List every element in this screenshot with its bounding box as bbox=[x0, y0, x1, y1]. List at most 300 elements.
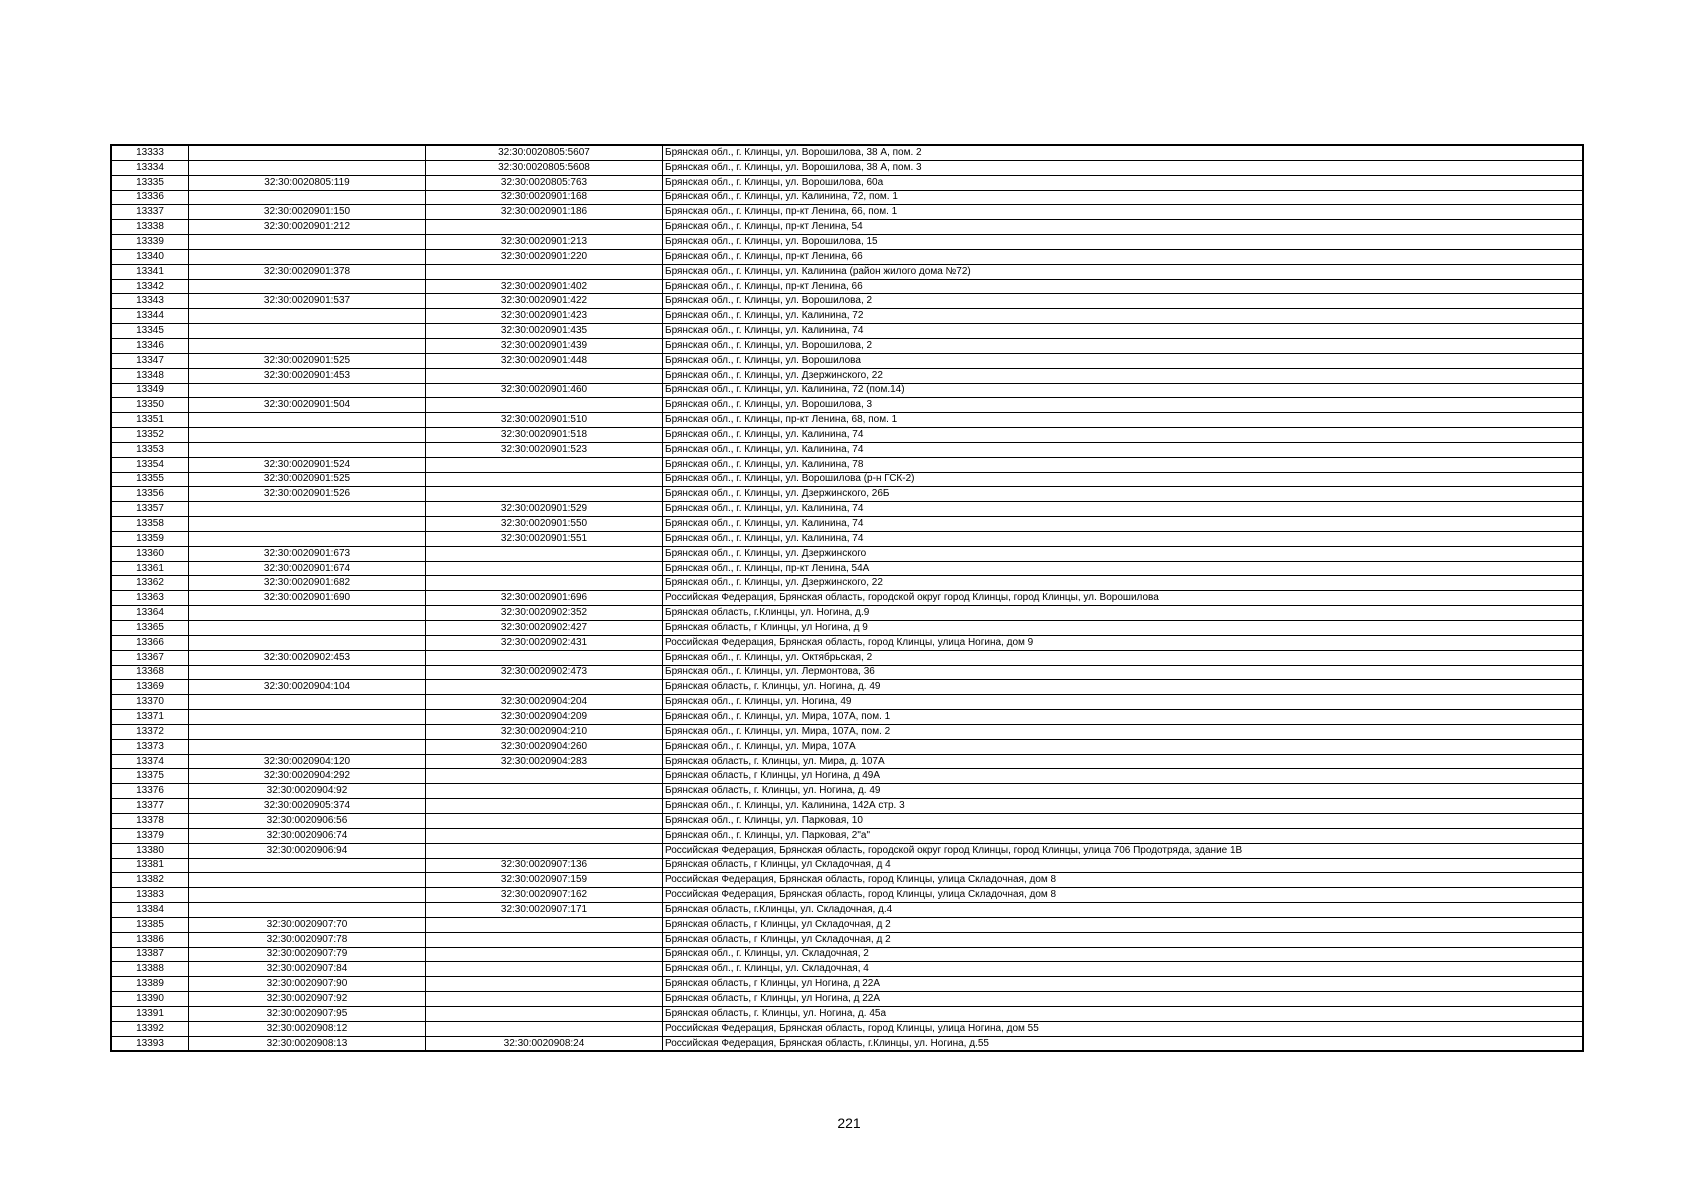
prior-cadastral-number-cell bbox=[189, 309, 426, 324]
cadastral-number-cell: 32:30:0020901:510 bbox=[426, 413, 663, 428]
row-number-cell: 13335 bbox=[111, 175, 189, 190]
prior-cadastral-number-cell: 32:30:0020901:524 bbox=[189, 457, 426, 472]
row-number-cell: 13356 bbox=[111, 487, 189, 502]
cadastral-number-cell: 32:30:0020901:529 bbox=[426, 502, 663, 517]
prior-cadastral-number-cell bbox=[189, 858, 426, 873]
address-cell: Брянская обл., г. Клинцы, ул. Дзержинского, 26Б bbox=[663, 487, 1584, 502]
cadastral-number-cell bbox=[426, 368, 663, 383]
address-cell: Брянская область, г Клинцы, ул Складочная, д 2 bbox=[663, 917, 1584, 932]
prior-cadastral-number-cell: 32:30:0020907:70 bbox=[189, 917, 426, 932]
address-cell: Брянская обл., г. Клинцы, ул. Калинина, 74 bbox=[663, 502, 1584, 517]
cadastral-number-cell: 32:30:0020805:5608 bbox=[426, 160, 663, 175]
table-row bbox=[111, 695, 1583, 710]
row-number-cell: 13359 bbox=[111, 531, 189, 546]
prior-cadastral-number-cell: 32:30:0020907:78 bbox=[189, 932, 426, 947]
row-number-cell: 13363 bbox=[111, 591, 189, 606]
row-number-cell: 13369 bbox=[111, 680, 189, 695]
prior-cadastral-number-cell: 32:30:0020908:13 bbox=[189, 1036, 426, 1051]
cadastral-number-cell: 32:30:0020901:213 bbox=[426, 235, 663, 250]
row-number-cell: 13351 bbox=[111, 413, 189, 428]
address-cell: Брянская область, г Клинцы, ул Складочная, д 2 bbox=[663, 932, 1584, 947]
prior-cadastral-number-cell bbox=[189, 517, 426, 532]
table-row bbox=[111, 145, 1583, 160]
row-number-cell: 13347 bbox=[111, 353, 189, 368]
prior-cadastral-number-cell bbox=[189, 338, 426, 353]
table-row bbox=[111, 1021, 1583, 1036]
prior-cadastral-number-cell bbox=[189, 531, 426, 546]
cadastral-number-cell: 32:30:0020901:448 bbox=[426, 353, 663, 368]
address-cell: Брянская обл., г. Клинцы, ул. Октябрьская, 2 bbox=[663, 650, 1584, 665]
prior-cadastral-number-cell: 32:30:0020907:95 bbox=[189, 1006, 426, 1021]
prior-cadastral-number-cell bbox=[189, 235, 426, 250]
row-number-cell: 13353 bbox=[111, 442, 189, 457]
address-cell: Российская Федерация, Брянская область, город Клинцы, улица Складочная, дом 8 bbox=[663, 873, 1584, 888]
table-row bbox=[111, 710, 1583, 725]
address-cell: Брянская обл., г. Клинцы, пр-кт Ленина, 68, пом. 1 bbox=[663, 413, 1584, 428]
row-number-cell: 13346 bbox=[111, 338, 189, 353]
cadastral-number-cell: 32:30:0020902:427 bbox=[426, 621, 663, 636]
prior-cadastral-number-cell: 32:30:0020901:504 bbox=[189, 398, 426, 413]
cadastral-number-cell bbox=[426, 1006, 663, 1021]
table-row bbox=[111, 249, 1583, 264]
prior-cadastral-number-cell: 32:30:0020906:56 bbox=[189, 813, 426, 828]
table-row bbox=[111, 784, 1583, 799]
prior-cadastral-number-cell: 32:30:0020901:212 bbox=[189, 220, 426, 235]
row-number-cell: 13392 bbox=[111, 1021, 189, 1036]
table-row bbox=[111, 680, 1583, 695]
cadastral-number-cell bbox=[426, 977, 663, 992]
table-row bbox=[111, 977, 1583, 992]
prior-cadastral-number-cell: 32:30:0020904:292 bbox=[189, 769, 426, 784]
address-cell: Брянская обл., г. Клинцы, пр-кт Ленина, 66 bbox=[663, 279, 1584, 294]
row-number-cell: 13362 bbox=[111, 576, 189, 591]
prior-cadastral-number-cell: 32:30:0020908:12 bbox=[189, 1021, 426, 1036]
table-row bbox=[111, 175, 1583, 190]
row-number-cell: 13338 bbox=[111, 220, 189, 235]
address-cell: Брянская обл., г. Клинцы, ул. Ворошилова, 15 bbox=[663, 235, 1584, 250]
address-cell: Брянская обл., г. Клинцы, ул. Калинина, 72 bbox=[663, 309, 1584, 324]
prior-cadastral-number-cell bbox=[189, 383, 426, 398]
address-cell: Брянская обл., г. Клинцы, пр-кт Ленина, 66, пом. 1 bbox=[663, 205, 1584, 220]
row-number-cell: 13386 bbox=[111, 932, 189, 947]
address-cell: Российская Федерация, Брянская область, городской округ город Клинцы, город Клинцы, ул. Ворошилова bbox=[663, 591, 1584, 606]
address-cell: Брянская область, г.Клинцы, ул. Ногина, д.9 bbox=[663, 606, 1584, 621]
address-cell: Брянская область, г Клинцы, ул Ногина, д 22А bbox=[663, 977, 1584, 992]
prior-cadastral-number-cell bbox=[189, 665, 426, 680]
cadastral-number-cell bbox=[426, 576, 663, 591]
row-number-cell: 13342 bbox=[111, 279, 189, 294]
cadastral-number-cell: 32:30:0020907:136 bbox=[426, 858, 663, 873]
table-row bbox=[111, 220, 1583, 235]
table-row bbox=[111, 442, 1583, 457]
cadastral-number-cell bbox=[426, 457, 663, 472]
prior-cadastral-number-cell: 32:30:0020901:526 bbox=[189, 487, 426, 502]
row-number-cell: 13355 bbox=[111, 472, 189, 487]
table-row bbox=[111, 279, 1583, 294]
cadastral-number-cell: 32:30:0020901:186 bbox=[426, 205, 663, 220]
cadastral-number-cell: 32:30:0020901:523 bbox=[426, 442, 663, 457]
row-number-cell: 13333 bbox=[111, 145, 189, 160]
table-row bbox=[111, 888, 1583, 903]
cadastral-number-cell bbox=[426, 220, 663, 235]
cadastral-number-cell: 32:30:0020805:763 bbox=[426, 175, 663, 190]
address-cell: Брянская обл., г. Клинцы, ул. Ворошилова bbox=[663, 353, 1584, 368]
table-row bbox=[111, 294, 1583, 309]
address-cell: Брянская обл., г. Клинцы, пр-кт Ленина, 54А bbox=[663, 561, 1584, 576]
table-row bbox=[111, 398, 1583, 413]
table-row bbox=[111, 546, 1583, 561]
prior-cadastral-number-cell bbox=[189, 145, 426, 160]
prior-cadastral-number-cell: 32:30:0020904:120 bbox=[189, 754, 426, 769]
table-row bbox=[111, 799, 1583, 814]
address-cell: Брянская область, г. Клинцы, ул. Ногина, д. 45а bbox=[663, 1006, 1584, 1021]
row-number-cell: 13364 bbox=[111, 606, 189, 621]
registry-table bbox=[110, 144, 1584, 1052]
cadastral-number-cell: 32:30:0020901:422 bbox=[426, 294, 663, 309]
row-number-cell: 13345 bbox=[111, 324, 189, 339]
prior-cadastral-number-cell: 32:30:0020901:682 bbox=[189, 576, 426, 591]
address-cell: Брянская обл., г. Клинцы, ул. Калинина, 74 bbox=[663, 442, 1584, 457]
address-cell: Брянская область, г. Клинцы, ул. Ногина, д. 49 bbox=[663, 680, 1584, 695]
table-row bbox=[111, 739, 1583, 754]
row-number-cell: 13343 bbox=[111, 294, 189, 309]
table-row bbox=[111, 724, 1583, 739]
table-row bbox=[111, 160, 1583, 175]
address-cell: Брянская область, г Клинцы, ул Ногина, д 49А bbox=[663, 769, 1584, 784]
cadastral-number-cell bbox=[426, 680, 663, 695]
address-cell: Брянская обл., г. Клинцы, ул. Калинина, 78 bbox=[663, 457, 1584, 472]
prior-cadastral-number-cell bbox=[189, 888, 426, 903]
address-cell: Брянская обл., г. Клинцы, ул. Калинина, 74 bbox=[663, 324, 1584, 339]
table-row bbox=[111, 487, 1583, 502]
table-row bbox=[111, 1006, 1583, 1021]
cadastral-number-cell: 32:30:0020904:204 bbox=[426, 695, 663, 710]
address-cell: Брянская обл., г. Клинцы, ул. Калинина, 74 bbox=[663, 517, 1584, 532]
row-number-cell: 13375 bbox=[111, 769, 189, 784]
cadastral-number-cell bbox=[426, 917, 663, 932]
row-number-cell: 13349 bbox=[111, 383, 189, 398]
cadastral-number-cell: 32:30:0020901:550 bbox=[426, 517, 663, 532]
table-row bbox=[111, 992, 1583, 1007]
row-number-cell: 13370 bbox=[111, 695, 189, 710]
address-cell: Брянская область, г. Клинцы, ул. Ногина, д. 49 bbox=[663, 784, 1584, 799]
row-number-cell: 13373 bbox=[111, 739, 189, 754]
table-row bbox=[111, 205, 1583, 220]
prior-cadastral-number-cell: 32:30:0020906:94 bbox=[189, 843, 426, 858]
address-cell: Брянская обл., г. Клинцы, ул. Ворошилова, 38 А, пом. 2 bbox=[663, 145, 1584, 160]
prior-cadastral-number-cell: 32:30:0020901:150 bbox=[189, 205, 426, 220]
table-row bbox=[111, 457, 1583, 472]
row-number-cell: 13357 bbox=[111, 502, 189, 517]
table-row bbox=[111, 309, 1583, 324]
table-row bbox=[111, 264, 1583, 279]
table-row bbox=[111, 858, 1583, 873]
address-cell: Брянская обл., г. Клинцы, ул. Калинина, 72, пом. 1 bbox=[663, 190, 1584, 205]
row-number-cell: 13365 bbox=[111, 621, 189, 636]
table-row bbox=[111, 1036, 1583, 1051]
prior-cadastral-number-cell: 32:30:0020901:378 bbox=[189, 264, 426, 279]
prior-cadastral-number-cell: 32:30:0020901:453 bbox=[189, 368, 426, 383]
row-number-cell: 13367 bbox=[111, 650, 189, 665]
row-number-cell: 13383 bbox=[111, 888, 189, 903]
row-number-cell: 13388 bbox=[111, 962, 189, 977]
cadastral-number-cell: 32:30:0020904:209 bbox=[426, 710, 663, 725]
table-row bbox=[111, 665, 1583, 680]
prior-cadastral-number-cell: 32:30:0020901:525 bbox=[189, 353, 426, 368]
address-cell: Брянская обл., г. Клинцы, ул. Складочная, 2 bbox=[663, 947, 1584, 962]
cadastral-number-cell: 32:30:0020904:283 bbox=[426, 754, 663, 769]
row-number-cell: 13371 bbox=[111, 710, 189, 725]
prior-cadastral-number-cell bbox=[189, 279, 426, 294]
cadastral-number-cell: 32:30:0020908:24 bbox=[426, 1036, 663, 1051]
address-cell: Брянская обл., г. Клинцы, ул. Ворошилова, 3 bbox=[663, 398, 1584, 413]
address-cell: Брянская область, г.Клинцы, ул. Складочная, д.4 bbox=[663, 903, 1584, 918]
prior-cadastral-number-cell bbox=[189, 190, 426, 205]
prior-cadastral-number-cell bbox=[189, 442, 426, 457]
address-cell: Брянская обл., г. Клинцы, ул. Ворошилова (р-н ГСК-2) bbox=[663, 472, 1584, 487]
row-number-cell: 13391 bbox=[111, 1006, 189, 1021]
cadastral-number-cell bbox=[426, 769, 663, 784]
address-cell: Брянская обл., г. Клинцы, пр-кт Ленина, 54 bbox=[663, 220, 1584, 235]
row-number-cell: 13340 bbox=[111, 249, 189, 264]
address-cell: Брянская обл., г. Клинцы, ул. Калинина, 74 bbox=[663, 428, 1584, 443]
cadastral-number-cell bbox=[426, 650, 663, 665]
row-number-cell: 13339 bbox=[111, 235, 189, 250]
prior-cadastral-number-cell bbox=[189, 695, 426, 710]
table-row bbox=[111, 561, 1583, 576]
cadastral-number-cell: 32:30:0020901:551 bbox=[426, 531, 663, 546]
prior-cadastral-number-cell bbox=[189, 739, 426, 754]
address-cell: Брянская обл., г. Клинцы, пр-кт Ленина, 66 bbox=[663, 249, 1584, 264]
address-cell: Брянская область, г Клинцы, ул Ногина, д 9 bbox=[663, 621, 1584, 636]
table-row bbox=[111, 917, 1583, 932]
address-cell: Российская Федерация, Брянская область, г.Клинцы, ул. Ногина, д.55 bbox=[663, 1036, 1584, 1051]
row-number-cell: 13374 bbox=[111, 754, 189, 769]
table-row bbox=[111, 947, 1583, 962]
table-row bbox=[111, 591, 1583, 606]
prior-cadastral-number-cell: 32:30:0020907:79 bbox=[189, 947, 426, 962]
address-cell: Российская Федерация, Брянская область, город Клинцы, улица Ногина, дом 9 bbox=[663, 635, 1584, 650]
cadastral-number-cell: 32:30:0020904:210 bbox=[426, 724, 663, 739]
prior-cadastral-number-cell: 32:30:0020907:90 bbox=[189, 977, 426, 992]
row-number-cell: 13381 bbox=[111, 858, 189, 873]
cadastral-number-cell bbox=[426, 472, 663, 487]
address-cell: Брянская область, г. Клинцы, ул. Мира, д. 107А bbox=[663, 754, 1584, 769]
row-number-cell: 13358 bbox=[111, 517, 189, 532]
address-cell: Брянская обл., г. Клинцы, ул. Ногина, 49 bbox=[663, 695, 1584, 710]
cadastral-number-cell: 32:30:0020901:423 bbox=[426, 309, 663, 324]
prior-cadastral-number-cell: 32:30:0020901:690 bbox=[189, 591, 426, 606]
address-cell: Брянская обл., г. Клинцы, ул. Мира, 107А, пом. 2 bbox=[663, 724, 1584, 739]
table-row bbox=[111, 813, 1583, 828]
row-number-cell: 13354 bbox=[111, 457, 189, 472]
address-cell: Брянская обл., г. Клинцы, ул. Ворошилова, 2 bbox=[663, 294, 1584, 309]
cadastral-number-cell: 32:30:0020901:220 bbox=[426, 249, 663, 264]
cadastral-number-cell bbox=[426, 947, 663, 962]
address-cell: Брянская обл., г. Клинцы, ул. Лермонтова, 36 bbox=[663, 665, 1584, 680]
cadastral-number-cell bbox=[426, 398, 663, 413]
row-number-cell: 13336 bbox=[111, 190, 189, 205]
table-row bbox=[111, 769, 1583, 784]
prior-cadastral-number-cell: 32:30:0020901:673 bbox=[189, 546, 426, 561]
prior-cadastral-number-cell bbox=[189, 606, 426, 621]
table-row bbox=[111, 413, 1583, 428]
row-number-cell: 13350 bbox=[111, 398, 189, 413]
row-number-cell: 13352 bbox=[111, 428, 189, 443]
prior-cadastral-number-cell bbox=[189, 428, 426, 443]
cadastral-number-cell bbox=[426, 1021, 663, 1036]
address-cell: Брянская обл., г. Клинцы, ул. Калинина, 142А стр. 3 bbox=[663, 799, 1584, 814]
row-number-cell: 13376 bbox=[111, 784, 189, 799]
cadastral-number-cell bbox=[426, 487, 663, 502]
cadastral-number-cell: 32:30:0020901:402 bbox=[426, 279, 663, 294]
prior-cadastral-number-cell: 32:30:0020905:374 bbox=[189, 799, 426, 814]
table-row bbox=[111, 635, 1583, 650]
row-number-cell: 13348 bbox=[111, 368, 189, 383]
prior-cadastral-number-cell: 32:30:0020901:525 bbox=[189, 472, 426, 487]
table-row bbox=[111, 621, 1583, 636]
row-number-cell: 13366 bbox=[111, 635, 189, 650]
row-number-cell: 13341 bbox=[111, 264, 189, 279]
cadastral-number-cell: 32:30:0020902:473 bbox=[426, 665, 663, 680]
table-row bbox=[111, 517, 1583, 532]
cadastral-number-cell bbox=[426, 546, 663, 561]
row-number-cell: 13379 bbox=[111, 828, 189, 843]
table-row bbox=[111, 873, 1583, 888]
row-number-cell: 13372 bbox=[111, 724, 189, 739]
table-row bbox=[111, 576, 1583, 591]
address-cell: Брянская обл., г. Клинцы, ул. Ворошилова, 2 bbox=[663, 338, 1584, 353]
prior-cadastral-number-cell bbox=[189, 724, 426, 739]
row-number-cell: 13378 bbox=[111, 813, 189, 828]
table-row bbox=[111, 502, 1583, 517]
address-cell: Брянская обл., г. Клинцы, ул. Парковая, 10 bbox=[663, 813, 1584, 828]
table-row bbox=[111, 903, 1583, 918]
prior-cadastral-number-cell bbox=[189, 324, 426, 339]
prior-cadastral-number-cell bbox=[189, 635, 426, 650]
address-cell: Российская Федерация, Брянская область, город Клинцы, улица Складочная, дом 8 bbox=[663, 888, 1584, 903]
cadastral-number-cell: 32:30:0020901:460 bbox=[426, 383, 663, 398]
address-cell: Брянская обл., г. Клинцы, ул. Складочная, 4 bbox=[663, 962, 1584, 977]
registry-table-body bbox=[111, 145, 1583, 1051]
cadastral-number-cell bbox=[426, 561, 663, 576]
row-number-cell: 13389 bbox=[111, 977, 189, 992]
row-number-cell: 13390 bbox=[111, 992, 189, 1007]
table-row bbox=[111, 962, 1583, 977]
cadastral-number-cell bbox=[426, 962, 663, 977]
cadastral-number-cell: 32:30:0020901:696 bbox=[426, 591, 663, 606]
cadastral-number-cell: 32:30:0020901:168 bbox=[426, 190, 663, 205]
prior-cadastral-number-cell bbox=[189, 710, 426, 725]
address-cell: Брянская обл., г. Клинцы, ул. Ворошилова, 60а bbox=[663, 175, 1584, 190]
prior-cadastral-number-cell: 32:30:0020805:119 bbox=[189, 175, 426, 190]
table-row bbox=[111, 428, 1583, 443]
prior-cadastral-number-cell: 32:30:0020906:74 bbox=[189, 828, 426, 843]
address-cell: Брянская обл., г. Клинцы, ул. Калинина (район жилого дома №72) bbox=[663, 264, 1584, 279]
cadastral-number-cell bbox=[426, 813, 663, 828]
row-number-cell: 13368 bbox=[111, 665, 189, 680]
row-number-cell: 13385 bbox=[111, 917, 189, 932]
address-cell: Брянская обл., г. Клинцы, ул. Мира, 107А bbox=[663, 739, 1584, 754]
prior-cadastral-number-cell bbox=[189, 249, 426, 264]
prior-cadastral-number-cell bbox=[189, 873, 426, 888]
address-cell: Брянская обл., г. Клинцы, ул. Дзержинского, 22 bbox=[663, 368, 1584, 383]
row-number-cell: 13337 bbox=[111, 205, 189, 220]
table-row bbox=[111, 338, 1583, 353]
row-number-cell: 13377 bbox=[111, 799, 189, 814]
table-row bbox=[111, 190, 1583, 205]
row-number-cell: 13361 bbox=[111, 561, 189, 576]
row-number-cell: 13334 bbox=[111, 160, 189, 175]
address-cell: Брянская обл., г. Клинцы, ул. Парковая, 2"а" bbox=[663, 828, 1584, 843]
table-row bbox=[111, 932, 1583, 947]
cadastral-number-cell bbox=[426, 992, 663, 1007]
cadastral-number-cell: 32:30:0020907:171 bbox=[426, 903, 663, 918]
table-row bbox=[111, 754, 1583, 769]
cadastral-number-cell: 32:30:0020907:162 bbox=[426, 888, 663, 903]
table-row bbox=[111, 843, 1583, 858]
row-number-cell: 13360 bbox=[111, 546, 189, 561]
cadastral-number-cell: 32:30:0020904:260 bbox=[426, 739, 663, 754]
address-cell: Российская Федерация, Брянская область, городской округ город Клинцы, город Клинцы, улица 706 Продотряда, здание 1В bbox=[663, 843, 1584, 858]
address-cell: Брянская обл., г. Клинцы, ул. Ворошилова, 38 А, пом. 3 bbox=[663, 160, 1584, 175]
table-row bbox=[111, 383, 1583, 398]
prior-cadastral-number-cell bbox=[189, 903, 426, 918]
prior-cadastral-number-cell: 32:30:0020904:92 bbox=[189, 784, 426, 799]
cadastral-number-cell: 32:30:0020805:5607 bbox=[426, 145, 663, 160]
address-cell: Брянская обл., г. Клинцы, ул. Дзержинского, 22 bbox=[663, 576, 1584, 591]
table-row bbox=[111, 353, 1583, 368]
table-row bbox=[111, 650, 1583, 665]
cadastral-number-cell bbox=[426, 828, 663, 843]
cadastral-number-cell: 32:30:0020901:435 bbox=[426, 324, 663, 339]
cadastral-number-cell bbox=[426, 843, 663, 858]
prior-cadastral-number-cell: 32:30:0020902:453 bbox=[189, 650, 426, 665]
prior-cadastral-number-cell bbox=[189, 502, 426, 517]
cadastral-number-cell: 32:30:0020901:439 bbox=[426, 338, 663, 353]
prior-cadastral-number-cell: 32:30:0020904:104 bbox=[189, 680, 426, 695]
cadastral-number-cell: 32:30:0020902:352 bbox=[426, 606, 663, 621]
cadastral-number-cell: 32:30:0020902:431 bbox=[426, 635, 663, 650]
row-number-cell: 13384 bbox=[111, 903, 189, 918]
row-number-cell: 13387 bbox=[111, 947, 189, 962]
table-row bbox=[111, 368, 1583, 383]
table-row bbox=[111, 235, 1583, 250]
prior-cadastral-number-cell bbox=[189, 160, 426, 175]
table-row bbox=[111, 606, 1583, 621]
address-cell: Брянская обл., г. Клинцы, ул. Калинина, 74 bbox=[663, 531, 1584, 546]
cadastral-number-cell: 32:30:0020907:159 bbox=[426, 873, 663, 888]
prior-cadastral-number-cell bbox=[189, 413, 426, 428]
address-cell: Брянская область, г Клинцы, ул Складочная, д 4 bbox=[663, 858, 1584, 873]
cadastral-number-cell bbox=[426, 932, 663, 947]
prior-cadastral-number-cell: 32:30:0020907:84 bbox=[189, 962, 426, 977]
table-row bbox=[111, 472, 1583, 487]
cadastral-number-cell: 32:30:0020901:518 bbox=[426, 428, 663, 443]
address-cell: Брянская обл., г. Клинцы, ул. Калинина, 72 (пом.14) bbox=[663, 383, 1584, 398]
address-cell: Брянская обл., г. Клинцы, ул. Мира, 107А, пом. 1 bbox=[663, 710, 1584, 725]
prior-cadastral-number-cell: 32:30:0020901:537 bbox=[189, 294, 426, 309]
address-cell: Российская Федерация, Брянская область, город Клинцы, улица Ногина, дом 55 bbox=[663, 1021, 1584, 1036]
address-cell: Брянская область, г Клинцы, ул Ногина, д 22А bbox=[663, 992, 1584, 1007]
row-number-cell: 13393 bbox=[111, 1036, 189, 1051]
cadastral-number-cell bbox=[426, 784, 663, 799]
cadastral-number-cell bbox=[426, 799, 663, 814]
row-number-cell: 13380 bbox=[111, 843, 189, 858]
table-row bbox=[111, 531, 1583, 546]
table-row bbox=[111, 828, 1583, 843]
row-number-cell: 13382 bbox=[111, 873, 189, 888]
